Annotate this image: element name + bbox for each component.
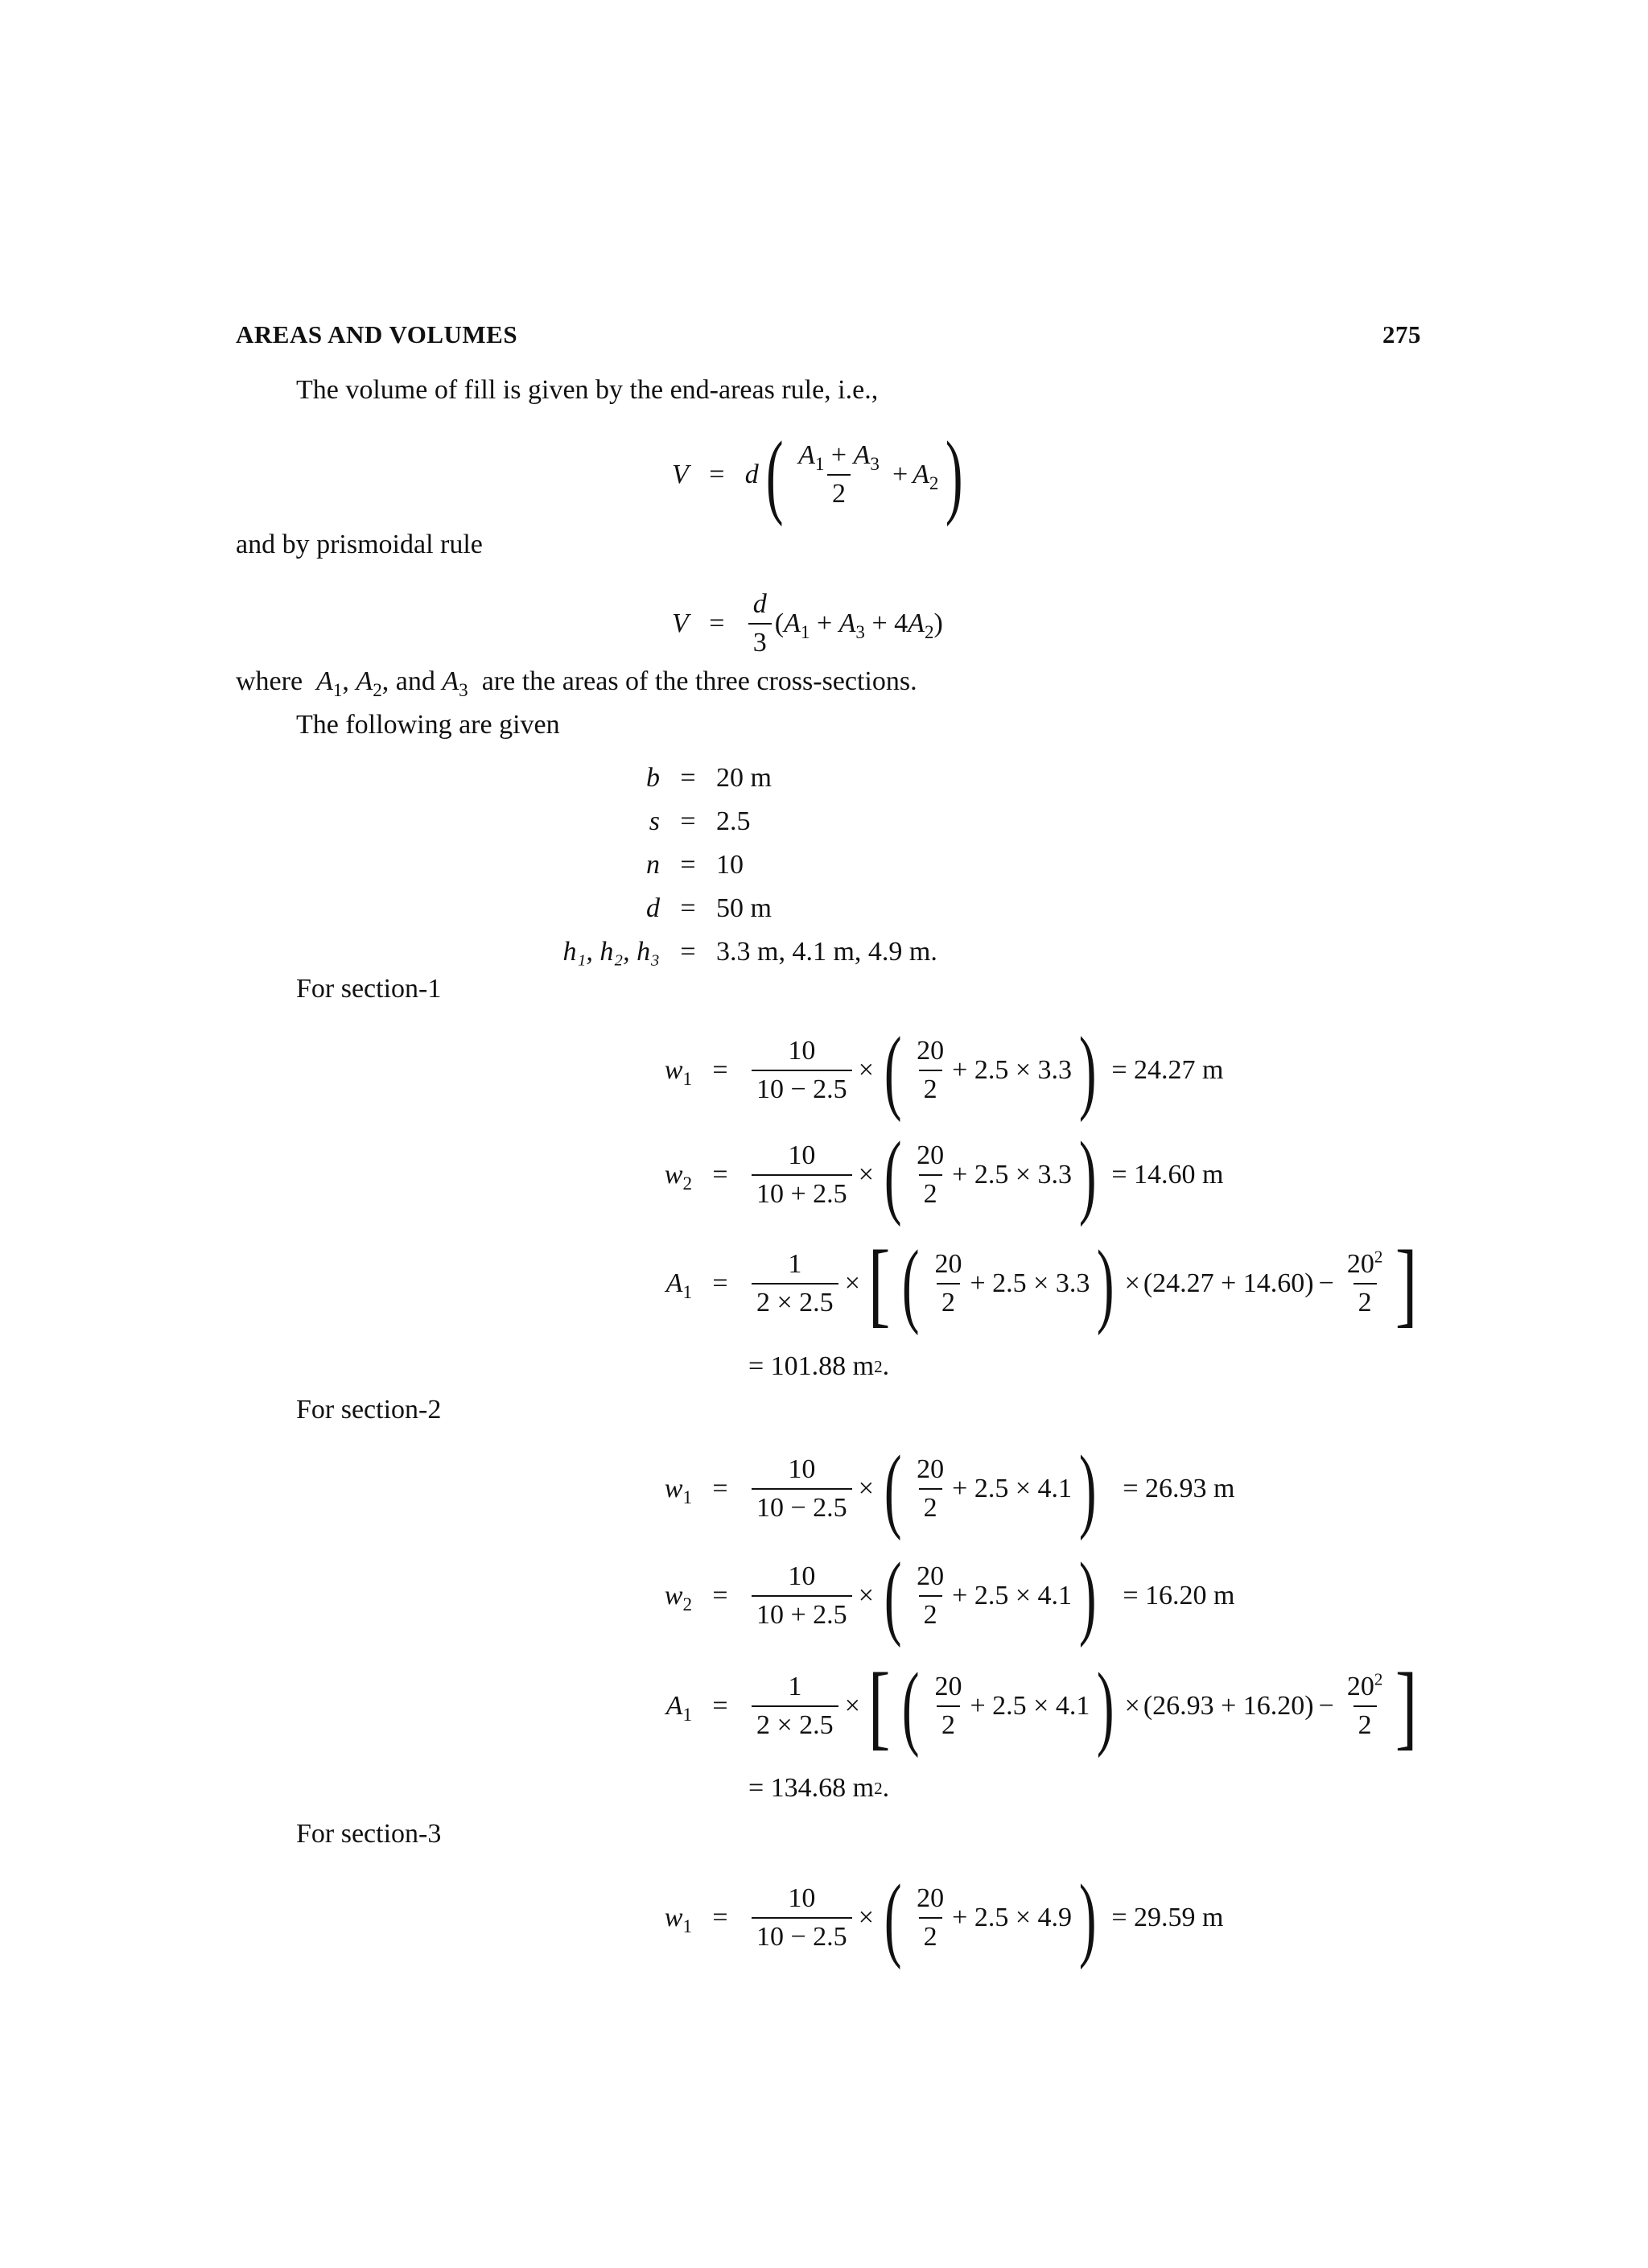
where-line: where $A_1$, $A_2$, and $A_3$ are the areas of the three cross-sections. [236,666,917,702]
s1-a1-result: = 101.88 m 2 . [748,1351,890,1381]
s1-w1-equation: $w_1$ = $\frac{10}{10 - 2.5}$ × ( $\frac{20}{2}$ + 2.5 × 3.3 ) = 24.27 m [664,1017,1224,1123]
prismoidal-equation: V = $\frac{d}{3}$ $(A_1 + A_3 + 4A_2)$ [672,589,943,658]
prismoidal-label: and by prismoidal rule [236,530,483,559]
section-3-label: For section-3 [296,1819,442,1849]
section-1-label: For section-1 [296,974,442,1004]
given-list: b = 20 m s = 2.5 n = 10 d = 50 m h₁, h₂, h₃ = 3.3 m, 4.1 m, 4.9 m. [562,763,937,967]
given-intro: The following are given [296,710,560,740]
s3-w1-equation: $w_1$ = $\frac{10}{10 - 2.5}$ × ( $\frac{20}{2}$ + 2.5 × 4.9 ) = 29.59 m [664,1865,1224,1970]
s2-a1-result: = 134.68 m 2 . [748,1773,890,1803]
section-2-label: For section-2 [296,1395,442,1425]
s2-a1-equation: $A_1$ = $\frac{1}{2 \times 2.5}$ × [ ( $\frac{20}{2}$ + 2.5 × 4.1 ) × (26.93 + 16.20) − $\frac{20^2}{2}$ ] [665,1653,1418,1759]
end-areas-equation: V = d ( $\frac{A_1 + A_3}{2}$ + $A_2$ ) [672,422,963,527]
s1-w2-equation: $w_2$ = $\frac{10}{10 + 2.5}$ × ( $\frac{20}{2}$ + 2.5 × 3.3 ) = 14.60 m [664,1122,1224,1227]
intro-paragraph: The volume of fill is given by the end-areas rule, i.e., [296,375,879,405]
running-header: AREAS AND VOLUMES [236,320,518,348]
s2-w1-equation: $w_1$ = $\frac{10}{10 - 2.5}$ × ( $\frac{20}{2}$ + 2.5 × 4.1 ) = 26.93 m [664,1436,1235,1541]
s1-a1-equation: $A_1$ = $\frac{1}{2 \times 2.5}$ × [ ( $\frac{20}{2}$ + 2.5 × 3.3 ) × (24.27 + 14.60) − $\frac{20^2}{2}$ ] [665,1231,1418,1336]
page-number: 275 [1382,320,1421,348]
s2-w2-equation: $w_2$ = $\frac{10}{10 + 2.5}$ × ( $\frac{20}{2}$ + 2.5 × 4.1 ) = 16.20 m [664,1543,1235,1648]
